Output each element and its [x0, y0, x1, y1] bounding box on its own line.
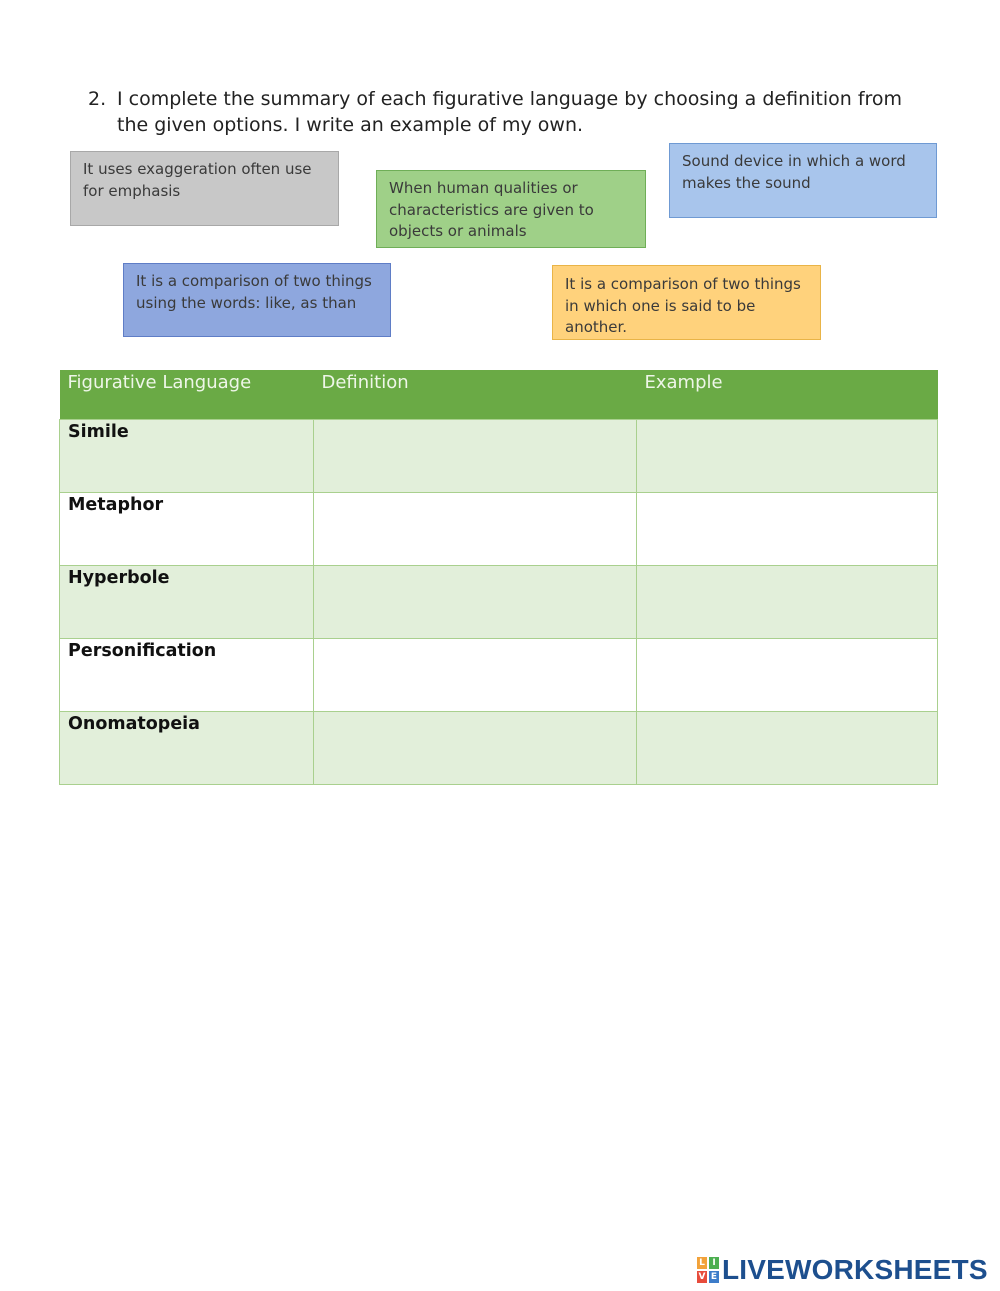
term-cell-hyperbole: Hyperbole: [60, 565, 314, 638]
option-card-text: It is a comparison of two things using the words: like, as than: [136, 272, 372, 312]
table-row: [60, 711, 938, 784]
example-input-onomatopeia[interactable]: [637, 711, 938, 784]
example-input-metaphor[interactable]: [637, 492, 938, 565]
header-figurative-language: Figurative Language: [60, 370, 314, 419]
table-row: [60, 565, 938, 638]
option-card-hyperbole-def[interactable]: [70, 151, 339, 226]
instruction: [88, 86, 918, 138]
table-row: [60, 638, 938, 711]
term-cell-personification: Personification: [60, 638, 314, 711]
logo-block: E: [710, 1272, 718, 1282]
example-input-personification[interactable]: [637, 638, 938, 711]
figurative-language-table: [59, 370, 938, 785]
logo-blocks-icon: [697, 1257, 719, 1283]
definition-drop-zone-personification[interactable]: [314, 638, 637, 711]
liveworksheets-logo: [697, 1256, 988, 1284]
logo-block: I: [709, 1257, 719, 1269]
definition-drop-zone-metaphor[interactable]: [314, 492, 637, 565]
option-card-text: It uses exaggeration often use for emphasis: [83, 160, 312, 200]
term-cell-metaphor: Metaphor: [60, 492, 314, 565]
example-input-hyperbole[interactable]: [637, 565, 938, 638]
header-example: Example: [637, 370, 938, 419]
table-row: [60, 492, 938, 565]
logo-wordmark: LIVEWORKSHEETS: [722, 1254, 988, 1285]
term-cell-onomatopeia: Onomatopeia: [60, 711, 314, 784]
option-card-personification-def[interactable]: [376, 170, 646, 248]
instruction-number: 2.: [88, 88, 107, 110]
logo-block: V: [698, 1272, 706, 1282]
definition-drop-zone-hyperbole[interactable]: [314, 565, 637, 638]
header-definition: Definition: [314, 370, 637, 419]
definition-drop-zone-onomatopeia[interactable]: [314, 711, 637, 784]
term-cell-simile: Simile: [60, 419, 314, 492]
definition-drop-zone-simile[interactable]: [314, 419, 637, 492]
option-card-simile-def[interactable]: [123, 263, 391, 337]
option-card-onomatopoeia-def[interactable]: [669, 143, 937, 218]
option-card-text: When human qualities or characteristics are given to objects or animals: [389, 179, 594, 240]
option-card-metaphor-def[interactable]: [552, 265, 821, 340]
option-card-text: It is a comparison of two things in which one is said to be another.: [565, 275, 801, 336]
example-input-simile[interactable]: [637, 419, 938, 492]
table-row: [60, 419, 938, 492]
instruction-text: I complete the summary of each figurative language by choosing a definition from the given options. I write an example of my own.: [117, 88, 903, 136]
table-header-row: [60, 370, 938, 419]
option-card-text: Sound device in which a word makes the sound: [682, 152, 906, 192]
logo-block: L: [697, 1257, 707, 1269]
